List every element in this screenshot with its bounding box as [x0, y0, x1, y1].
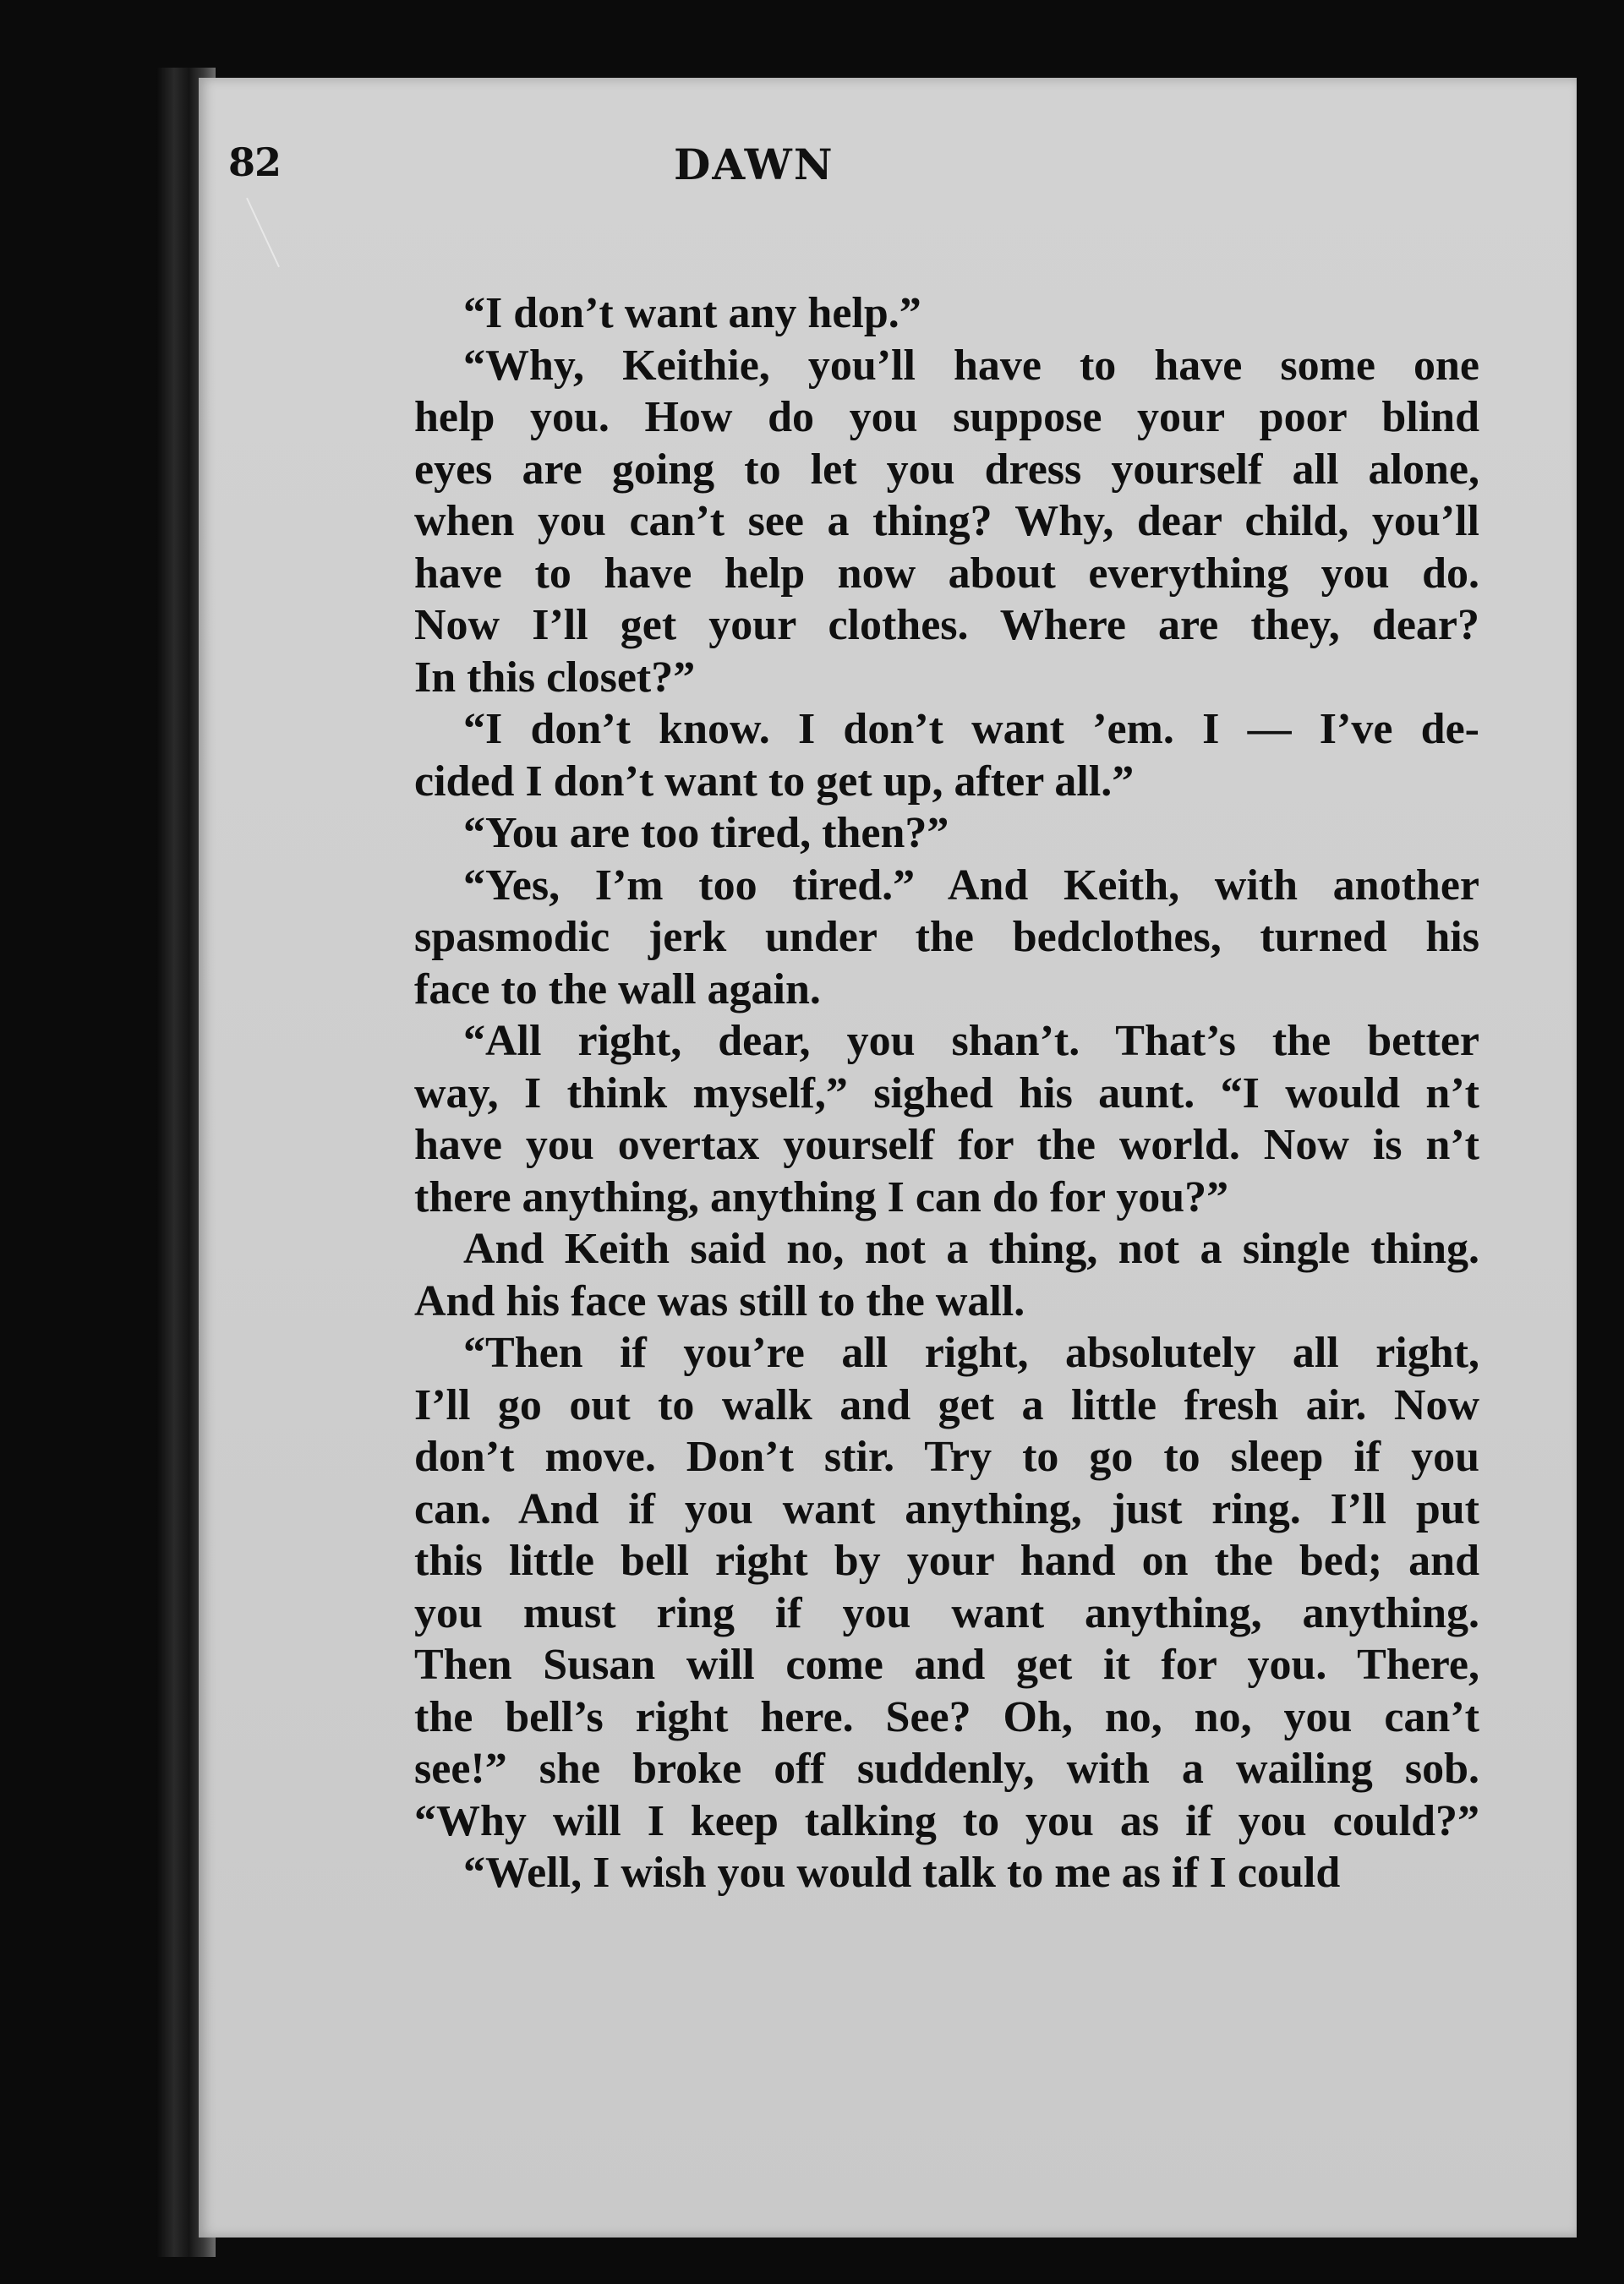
text-line: when you can’t see a thing? Why, dear child, you’ll	[414, 497, 1479, 545]
text-line: I’ll go out to walk and get a little fresh air. Now	[414, 1380, 1479, 1429]
text-line: help you. How do you suppose your poor blind	[414, 393, 1479, 441]
text-line: “You are too tired, then?”	[463, 809, 949, 857]
text-line: the bell’s right here. See? Oh, no, no, you can’t	[414, 1692, 1479, 1741]
text-line: In this closet?”	[414, 653, 696, 702]
text-line: there anything, anything I can do for you?”	[414, 1172, 1229, 1221]
text-line: “Why will I keep talking to you as if you could?”	[414, 1796, 1479, 1845]
text-line: can. And if you want anything, just ring. I’ll put	[414, 1484, 1479, 1533]
text-line: way, I think myself,” sighed his aunt. “I would n’t	[414, 1068, 1479, 1117]
text-line: eyes are going to let you dress yourself all alone,	[414, 445, 1479, 494]
text-line: face to the wall again.	[414, 964, 821, 1014]
text-line: don’t move. Don’t stir. Try to go to sleep if you	[414, 1433, 1479, 1481]
text-line: “Yes, I’m too tired.” And Keith, with another	[463, 861, 1479, 910]
text-line: “I don’t know. I don’t want ’em. I — I’ve de-	[463, 705, 1479, 753]
page-number: 82	[228, 139, 282, 185]
text-line: Now I’ll get your clothes. Where are they, dear?	[414, 601, 1479, 649]
text-line: this little bell right by your hand on the bed; and	[414, 1537, 1479, 1585]
text-line: “I don’t want any help.”	[463, 289, 921, 337]
text-line: see!” she broke off suddenly, with a wailing sob.	[414, 1745, 1479, 1793]
text-line: “Then if you’re all right, absolutely all right,	[463, 1329, 1479, 1377]
text-line: “Well, I wish you would talk to me as if I could	[463, 1849, 1341, 1897]
text-line: you must ring if you want anything, anything.	[414, 1588, 1479, 1637]
text-line: “All right, dear, you shan’t. That’s the better	[463, 1017, 1479, 1065]
text-line: cided I don’t want to get up, after all.”	[414, 757, 1135, 806]
body-text	[414, 287, 1479, 1899]
text-line: have to have help now about everything you do.	[414, 549, 1479, 598]
text-line: And his face was still to the wall.	[414, 1276, 1025, 1325]
text-line: “Why, Keithie, you’ll have to have some one	[463, 341, 1479, 390]
text-line: spasmodic jerk under the bedclothes, turned his	[414, 913, 1479, 961]
text-line: have you overtax yourself for the world. Now is n’t	[414, 1121, 1479, 1169]
text-line: Then Susan will come and get it for you. There,	[414, 1641, 1479, 1689]
running-head: DAWN	[674, 139, 834, 189]
page-header	[228, 139, 1057, 216]
text-line: And Keith said no, not a thing, not a single thing.	[463, 1225, 1479, 1273]
